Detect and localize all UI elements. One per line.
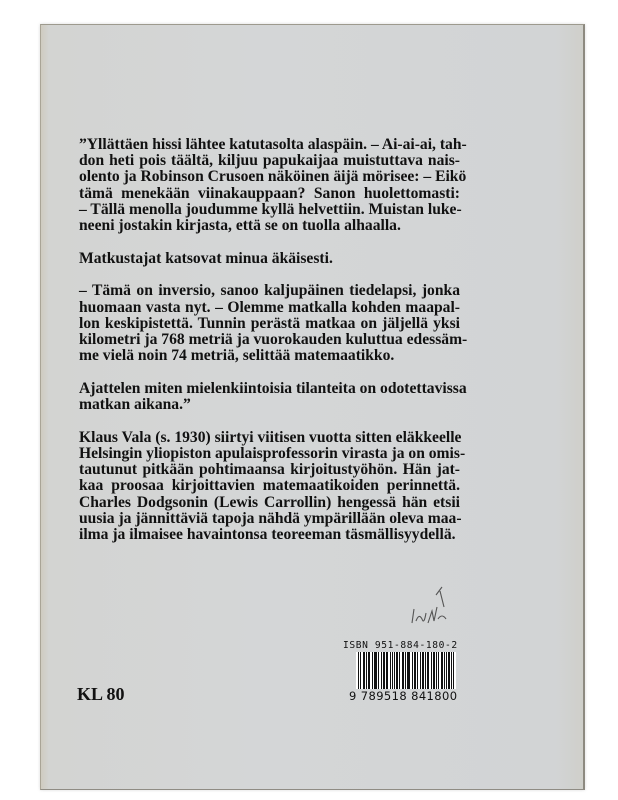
text-line: me vielä noin 74 metriä, selittää matemaatikko. [79,347,395,365]
barcode-bar [394,652,395,689]
blurb-text [79,136,468,560]
barcode-bar [408,652,409,689]
text-line: ”Yllättäen hissi lähtee katutasolta alaspäin. – Ai-ai-ai, tah- [79,136,467,153]
barcode-bar [423,652,424,689]
barcode-bar [412,652,413,689]
barcode-bar [392,652,393,689]
barcode-bar [372,652,373,689]
paragraph [79,136,467,235]
barcode-bar [366,652,367,689]
barcode-bar [425,652,426,689]
barcode-bar [420,652,421,689]
barcode-bar [363,652,364,689]
paragraph [79,379,467,414]
text-line: Klaus Vala (s. 1930) siirtyi viitisen vuotta sitten eläkkeelle [79,428,462,446]
price-code: KL 80 [77,684,125,704]
barcode-bar [414,652,415,689]
handwritten-mark [400,585,460,635]
text-line: matkan aikana.” [79,396,191,414]
text-line: kaa proosaa kirjoittavien matemaatikoiden perinnettä. [79,477,460,495]
barcode-bar [374,652,375,689]
barcode-bar [369,652,370,689]
barcode-bar [397,652,398,689]
text-line: – Tällä menolla joudumme kyllä helvettiin. Muistan luke- [79,200,462,218]
barcode-bar [422,652,423,689]
text-line: don heti pois täältä, kiljuu papukaijaa muistuttava nais- [79,152,460,170]
barcode-bar [364,652,365,689]
text-line: ilma ja ilmaisee havaintonsa teoreeman täsmällisyydellä. [79,526,456,544]
isbn-label: ISBN 951-884-180-2 [343,640,458,651]
barcode-bar [375,652,376,689]
barcode-bar [381,652,382,689]
text-line: uusia ja jännittäviä tapoja nähdä ympärillään oleva maa- [79,509,462,527]
text-line: lon keskipistettä. Tunnin perästä matkaa on jäljellä yksi [79,314,460,332]
barcode-bar [387,652,388,689]
barcode-bar [442,652,443,689]
barcode-bar [384,652,385,689]
text-line: huomaan vasta nyt. – Olemme matkalla kohden maapal- [79,298,460,316]
barcode-bar [409,652,410,689]
text-line: olento ja Robinson Crusoen näköinen äijä mörisee: – Eikö [79,168,467,186]
barcode-bar [403,652,404,689]
text-line: Ajattelen miten mielenkiintoisia tilanteita on odotettavissa [79,379,467,397]
barcode-bar [417,652,418,689]
text-line: neeni jostakin kirjasta, että se on tuolla alhaalla. [79,217,401,235]
text-line: – Tämä on inversio, sanoo kaljupäinen tiedelapsi, jonka [79,282,460,300]
barcode-bar [368,652,369,689]
barcode-bar [386,652,387,689]
barcode-bar [449,652,450,689]
text-line: Helsingin yliopiston apulaisprofessorin virasta ja on omis- [79,445,466,463]
text-line: tämä menekään viinakauppaan? Sanon huolettomasti: [79,184,460,202]
barcode-bar [390,652,391,689]
barcode-bar [444,652,445,689]
barcode-bar [448,652,449,689]
text-line: Charles Dodgsonin (Lewis Carrollin) hengessä hän etsii [79,493,460,511]
barcode-bar [399,652,400,689]
barcode-bar [433,652,434,689]
text-line: kilometri ja 768 metriä ja vuorokauden kuluttua edessäm- [79,331,468,349]
barcode-bar [402,652,403,689]
barcode-bar [441,652,442,689]
ean-number [348,689,458,703]
paragraph [79,428,466,544]
ean-digits: 9 789518 841800 [349,689,458,703]
barcode-bar [434,652,435,689]
text-line: tautunut pitkään pohtimaansa kirjoitustyöhön. Hän jat- [79,461,460,479]
barcode-bar [431,652,432,689]
barcode-bar [427,652,428,689]
barcode-bar [378,652,379,689]
text-line: Matkustajat katsovat minua äkäisesti. [79,249,333,267]
barcode-bar [438,652,439,689]
paragraph [79,251,460,267]
barcode-bar [376,652,377,689]
paragraph [79,282,468,365]
barcode-bar [436,652,437,689]
barcode-bar [415,652,416,689]
barcode-bar [396,652,397,689]
barcode-bar [428,652,429,689]
barcode-bar [383,652,384,689]
barcode-bar [446,652,447,689]
